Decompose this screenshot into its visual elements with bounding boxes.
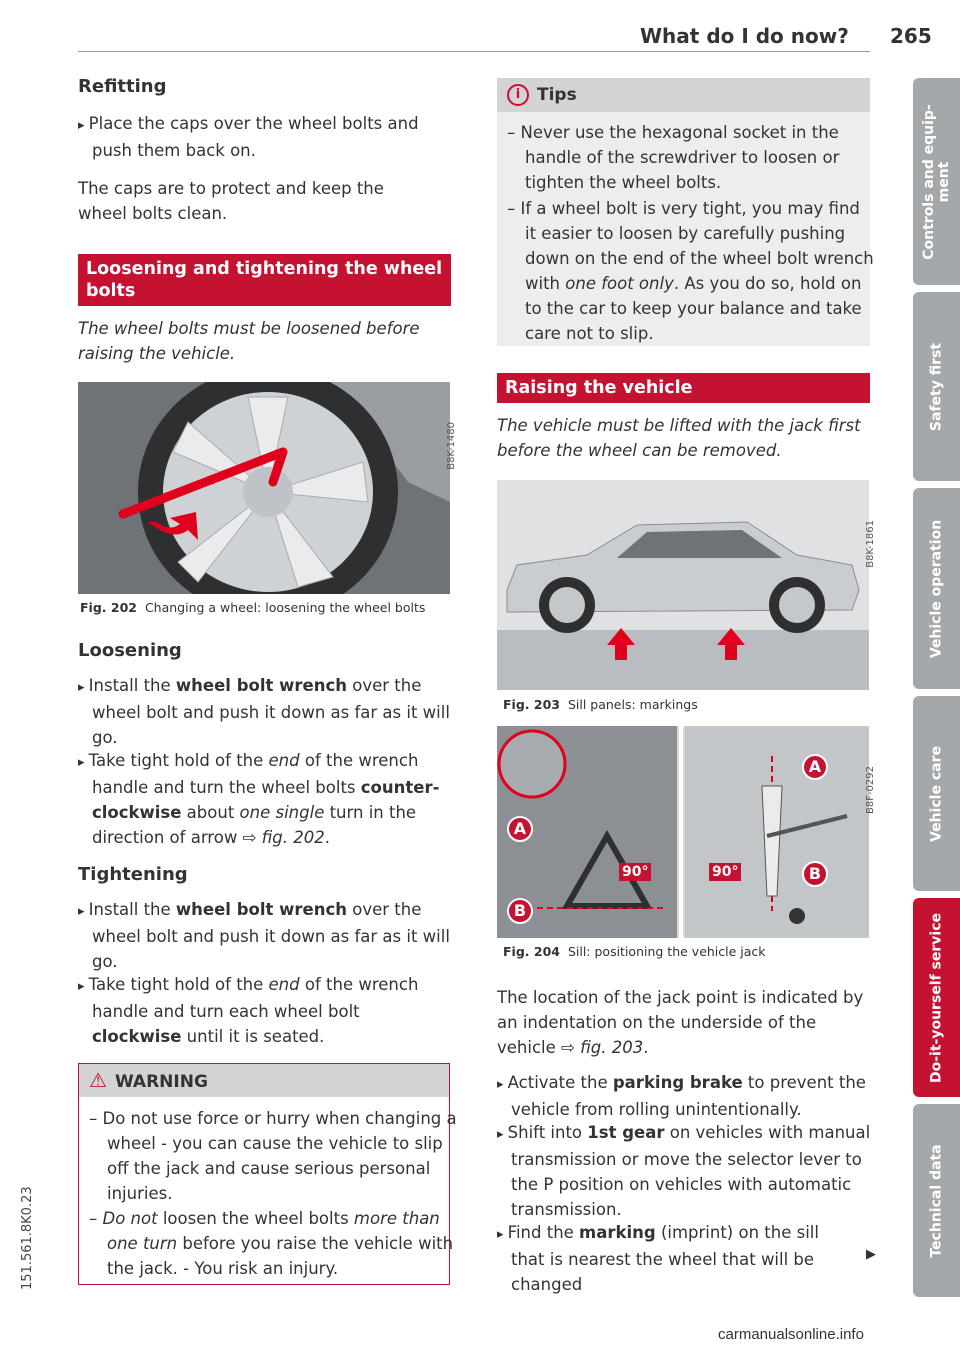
figure-204-code: B8F-0292 [865,766,876,815]
car-side-illustration [497,480,869,690]
refitting-heading: Refitting [78,76,167,97]
tightening-heading: Tightening [78,864,188,885]
refitting-note: The caps are to protect and keep the wheel bolts clean. [78,179,384,223]
section-intro-loosening: The wheel bolts must be loosened before raising the vehicle. [78,319,420,363]
section-title-raising: Raising the vehicle [497,373,870,403]
refitting-step: ▸ Place the caps over the wheel bolts and push them back on. [78,111,437,163]
warning-title: WARNING [114,1072,208,1092]
marker-a-left: A [507,816,533,842]
angle-label-right: 90° [709,863,741,881]
figure-203-code: B8K-1861 [865,520,876,568]
raising-step-3: ▸ Find the marking (imprint) on the sill that is nearest the wheel that will be changed [497,1220,851,1297]
marker-a-right: A [802,754,828,780]
figure-204 [497,726,876,938]
figure-203 [497,480,876,690]
marker-b-left: B [507,898,533,924]
loosening-step-2: ▸ Take tight hold of the end of the wrench handle and turn the wheel bolts counter-clockwise about one single turn in the direction of arrow ⇨ fig. 202. [78,748,454,850]
figure-204-caption-text: Sill: positioning the vehicle jack [567,944,766,959]
figure-203-link[interactable]: fig. 203 [580,1038,644,1057]
marker-b-right: B [802,861,828,887]
tab-do-it-yourself-service[interactable]: Do-it-yourself service [913,898,960,1097]
tab-vehicle-care[interactable]: Vehicle care [913,696,960,891]
tips-title: Tips [537,85,577,105]
figure-202-link[interactable]: fig. 202 [261,828,325,847]
tab-technical-data[interactable]: Technical data [913,1104,960,1297]
page-number: 265 [890,24,932,48]
figure-204-caption [503,944,869,959]
loosening-heading: Loosening [78,640,182,661]
warning-header [79,1064,449,1097]
section-intro-raising: The vehicle must be lifted with the jack first before the wheel can be removed. [497,416,861,460]
warning-triangle-icon: ⚠ [89,1068,107,1092]
info-icon: i [507,84,529,106]
raising-step-2: ▸ Shift into 1st gear on vehicles with manual transmission or move the selector lever to the P position on vehicles with automatic transmission. [497,1120,873,1222]
warning-item-1: – Do not use force or hurry when changing a wheel - you can cause the vehicle to slip off the jack and cause serious personal injuries. [89,1109,457,1203]
figure-203-caption-text: Sill panels: markings [567,697,698,712]
tightening-step-2: ▸ Take tight hold of the end of the wrench handle and turn each wheel bolt clockwise until it is seated. [78,972,454,1049]
footer-watermark[interactable]: carmanualsonline.info [718,1326,864,1343]
tips-item-2: – If a wheel bolt is very tight, you may find it easier to loosen by carefully pushing down on the end of the wheel bolt wrench with one foot only. As you do so, hold on to the car to keep your balance and take care not to slip. [507,199,874,343]
figure-202 [78,382,457,594]
tips-box [497,78,874,346]
raising-step-1: ▸ Activate the parking brake to prevent the vehicle from rolling unintentionally. [497,1070,873,1122]
figure-203-caption [503,697,869,712]
figure-203-label: Fig. 203 [503,697,560,712]
figure-202-code: B8K-1480 [446,422,457,470]
header-rule [78,51,870,52]
page-header-title: What do I do now? [640,24,849,48]
jack-point-text: The location of the jack point is indicated by an indentation on the underside of the vehicle ⇨ fig. 203. [497,988,864,1057]
tab-vehicle-operation[interactable]: Vehicle operation [913,488,960,689]
loosening-step-1: ▸ Install the wheel bolt wrench over the wheel bolt and push it down as far as it will go. [78,673,454,750]
tab-safety-first[interactable]: Safety first [913,292,960,481]
angle-label-left: 90° [619,863,651,881]
figure-202-caption-text: Changing a wheel: loosening the wheel bolts [144,600,426,615]
tab-controls-and-equipment[interactable]: Controls and equip- ment [913,78,960,285]
figure-204-label: Fig. 204 [503,944,560,959]
tips-header [497,78,870,112]
figure-202-caption [80,600,450,615]
figure-202-label: Fig. 202 [80,600,137,615]
tightening-step-1: ▸ Install the wheel bolt wrench over the wheel bolt and push it down as far as it will go. [78,897,454,974]
warning-item-2: – Do not loosen the wheel bolts more than one turn before you raise the vehicle with the jack. - You risk an injury. [89,1209,454,1278]
continue-arrow-icon: ▶ [866,1247,876,1262]
margin-code: 151.561.8K0.23 [20,1186,35,1290]
tips-item-1: – Never use the hexagonal socket in the handle of the screwdriver to loosen or tighten the wheel bolts. [507,123,840,192]
warning-box [78,1063,457,1285]
section-title-loosening: Loosening and tightening the wheel bolts [78,254,451,306]
wheel-wrench-illustration [78,382,450,594]
